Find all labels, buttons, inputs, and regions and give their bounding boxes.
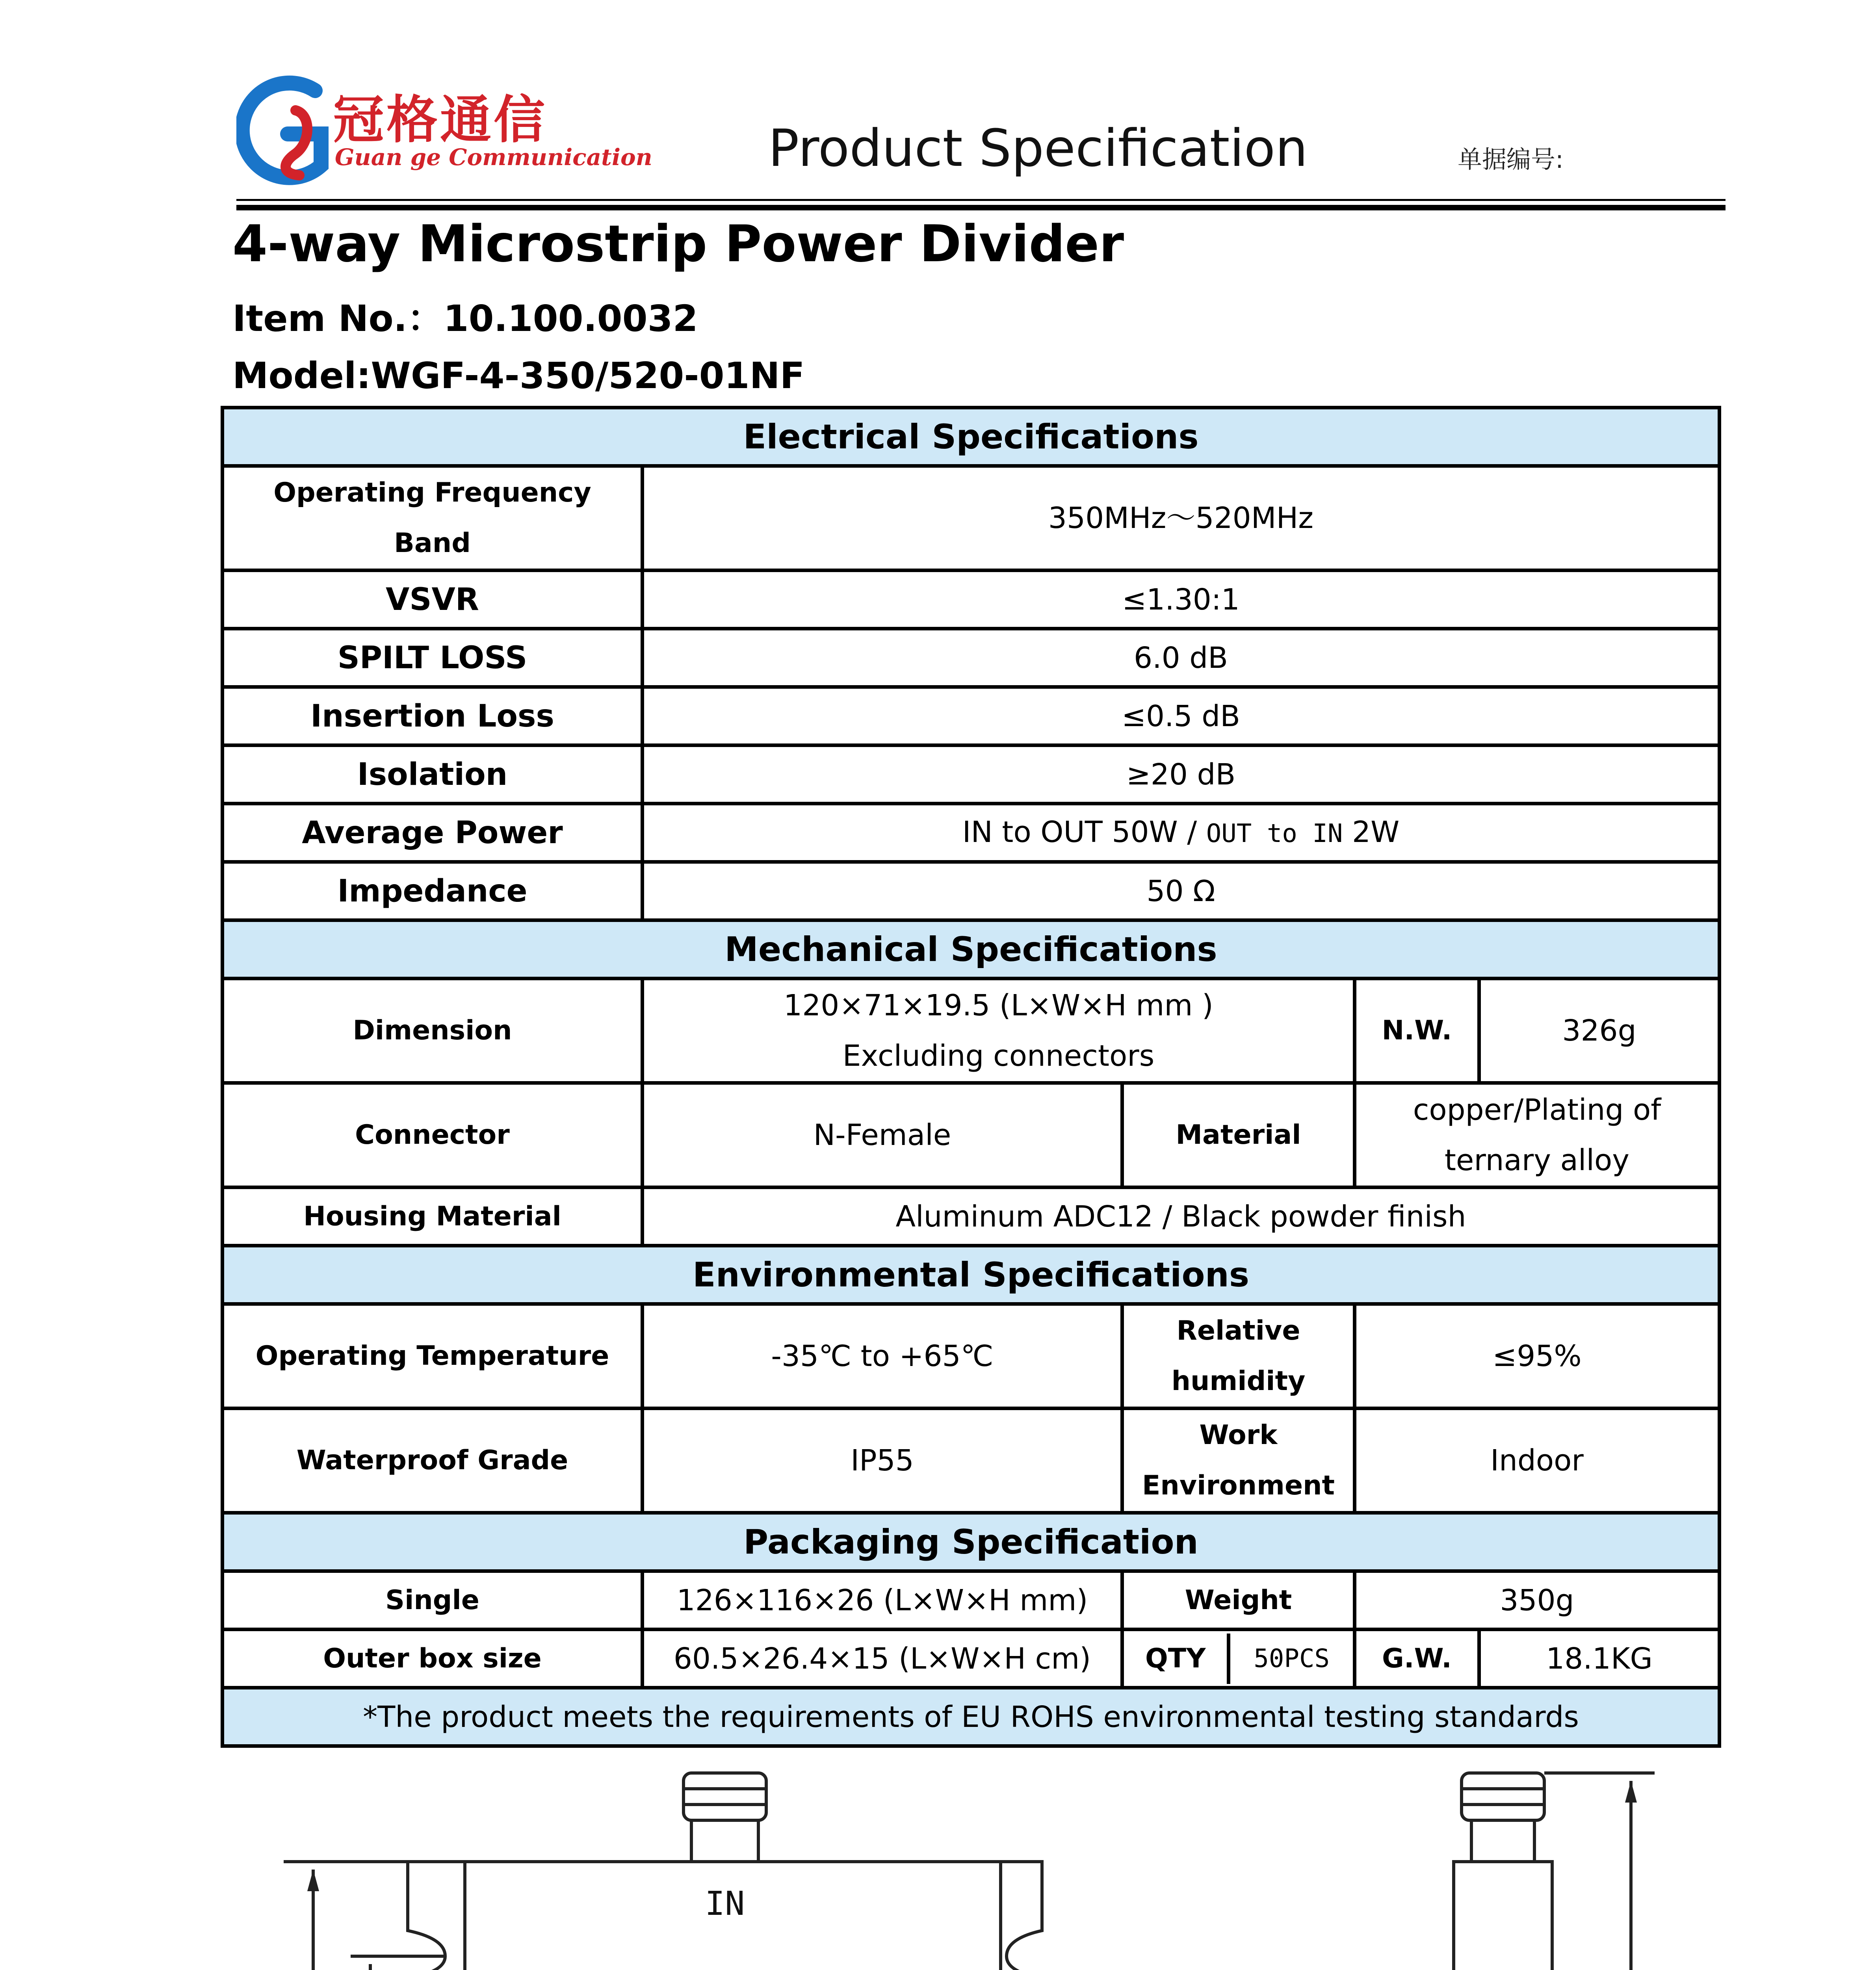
logo-chinese-name: 冠格通信 [333, 89, 548, 150]
net-weight-value: 326g [1479, 979, 1720, 1083]
dimension-label: Dimension [223, 979, 643, 1083]
outer-box-label: Outer box size [223, 1630, 643, 1688]
operating-temperature-value: -35℃ to +65℃ [643, 1304, 1122, 1409]
isolation-value: ≥20 dB [643, 745, 1720, 804]
humidity-value: ≤95% [1355, 1304, 1720, 1409]
dimension-line-1: 120×71×19.5 (L×W×H mm ) [784, 989, 1213, 1022]
average-power-in-to-out: IN to OUT 50W / [962, 815, 1206, 849]
vswr-value: ≤1.30:1 [643, 571, 1720, 629]
item-number: Item No.：10.100.0032 [232, 297, 698, 340]
average-power-out-to-in-value: 2W [1343, 815, 1400, 849]
weight-label: Weight [1122, 1571, 1355, 1630]
material-line-2: ternary alloy [1444, 1143, 1630, 1177]
model-number: Model:WGF-4-350/520-01NF [232, 355, 805, 397]
dimension-line-2: Excluding connectors [842, 1039, 1155, 1073]
page-title: Product Specification [768, 118, 1308, 178]
side-view [1454, 1773, 1552, 1970]
document-number-label: 单据编号: [1458, 145, 1564, 174]
product-title: 4-way Microstrip Power Divider [232, 215, 1124, 273]
environmental-heading: Environmental Specifications [223, 1246, 1720, 1304]
rohs-footnote: *The product meets the requirements of EU ROHS environmental testing standards [223, 1688, 1720, 1746]
right-mounting-flange [1001, 1862, 1042, 1970]
gross-weight-label: G.W. [1355, 1630, 1479, 1688]
average-power-out-to-in: OUT to IN [1206, 819, 1343, 848]
split-loss-label: SPILT LOSS [223, 629, 643, 687]
weight-value: 350g [1355, 1571, 1720, 1630]
left-mounting-flange [408, 1862, 465, 1970]
qty-value: 50PCS [1254, 1644, 1330, 1673]
in-connector [684, 1773, 766, 1862]
single-value: 126×116×26 (L×W×H mm) [643, 1571, 1122, 1630]
material-label: Material [1122, 1083, 1355, 1188]
impedance-value: 50 Ω [643, 862, 1720, 920]
vswr-label: VSVR [223, 571, 643, 629]
packaging-heading: Packaging Specification [223, 1513, 1720, 1571]
work-environment-value: Indoor [1355, 1409, 1720, 1513]
housing-material-value: Aluminum ADC12 / Black powder finish [643, 1188, 1720, 1246]
waterproof-grade-value: IP55 [643, 1409, 1122, 1513]
connector-value: N-Female [643, 1083, 1122, 1188]
humidity-label-line-2: humidity [1171, 1366, 1306, 1397]
insertion-loss-value: ≤0.5 dB [643, 687, 1720, 745]
single-label: Single [223, 1571, 643, 1630]
electrical-heading: Electrical Specifications [223, 408, 1720, 466]
work-environment-label-line-1: Work [1199, 1420, 1278, 1451]
insertion-loss-label: Insertion Loss [223, 687, 643, 745]
in-port-label: IN [705, 1884, 745, 1923]
humidity-label-line-1: Relative [1176, 1315, 1300, 1346]
waterproof-grade-label: Waterproof Grade [223, 1409, 643, 1513]
impedance-label: Impedance [223, 862, 643, 920]
work-environment-label-line-2: Environment [1142, 1470, 1335, 1501]
material-line-1: copper/Plating of [1413, 1093, 1661, 1127]
frequency-band-label: Operating Frequency Band [223, 466, 643, 571]
net-weight-label: N.W. [1355, 979, 1479, 1083]
qty-label: QTY [1124, 1634, 1230, 1684]
gross-weight-value: 18.1KG [1479, 1630, 1720, 1688]
connector-label: Connector [223, 1083, 643, 1188]
housing-material-label: Housing Material [223, 1188, 643, 1246]
logo-english-name: Guan ge Communication [335, 144, 652, 171]
split-loss-value: 6.0 dB [643, 629, 1720, 687]
average-power-label: Average Power [223, 804, 643, 862]
operating-temperature-label: Operating Temperature [223, 1304, 643, 1409]
outer-box-value: 60.5×26.4×15 (L×W×H cm) [643, 1630, 1122, 1688]
isolation-label: Isolation [223, 745, 643, 804]
frequency-band-value: 350MHz～520MHz [643, 466, 1720, 571]
mechanical-heading: Mechanical Specifications [223, 920, 1720, 979]
